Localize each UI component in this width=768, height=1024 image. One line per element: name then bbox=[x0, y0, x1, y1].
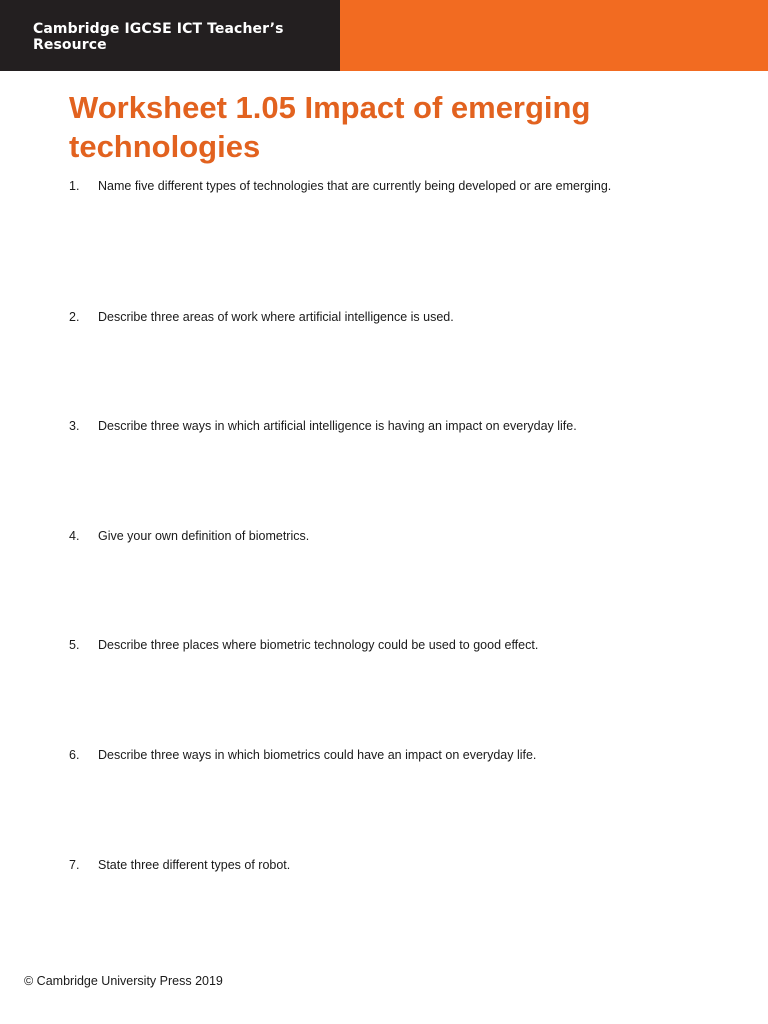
page-header bbox=[0, 0, 768, 71]
question-item bbox=[69, 528, 709, 544]
question-number: 5. bbox=[69, 638, 80, 652]
footer-copyright: © Cambridge University Press 2019 bbox=[24, 974, 223, 988]
question-text: State three different types of robot. bbox=[98, 858, 291, 872]
question-item bbox=[69, 857, 709, 873]
question-item bbox=[69, 178, 709, 194]
question-text: Describe three ways in which biometrics could have an impact on everyday life. bbox=[98, 748, 537, 762]
question-number: 2. bbox=[69, 310, 80, 324]
question-number: 4. bbox=[69, 529, 80, 543]
question-text: Describe three ways in which artificial intelligence is having an impact on everyday life. bbox=[98, 419, 577, 433]
question-number: 7. bbox=[69, 858, 80, 872]
question-number: 3. bbox=[69, 419, 80, 433]
question-item bbox=[69, 418, 709, 434]
question-number: 1. bbox=[69, 179, 80, 193]
question-text: Describe three areas of work where artificial intelligence is used. bbox=[98, 310, 454, 324]
question-item bbox=[69, 309, 709, 325]
question-text: Describe three places where biometric technology could be used to good effect. bbox=[98, 638, 539, 652]
header-accent-bar bbox=[340, 0, 768, 71]
question-number: 6. bbox=[69, 748, 80, 762]
question-item bbox=[69, 637, 709, 653]
question-text: Name five different types of technologies that are currently being developed or are emerging. bbox=[98, 179, 612, 193]
header-title-bar bbox=[0, 0, 340, 71]
worksheet-title: Worksheet 1.05 Impact of emerging technologies bbox=[69, 90, 591, 164]
question-item bbox=[69, 747, 709, 763]
question-text: Give your own definition of biometrics. bbox=[98, 529, 310, 543]
header-title: Cambridge IGCSE ICT Teacher’s Resource bbox=[33, 21, 284, 53]
